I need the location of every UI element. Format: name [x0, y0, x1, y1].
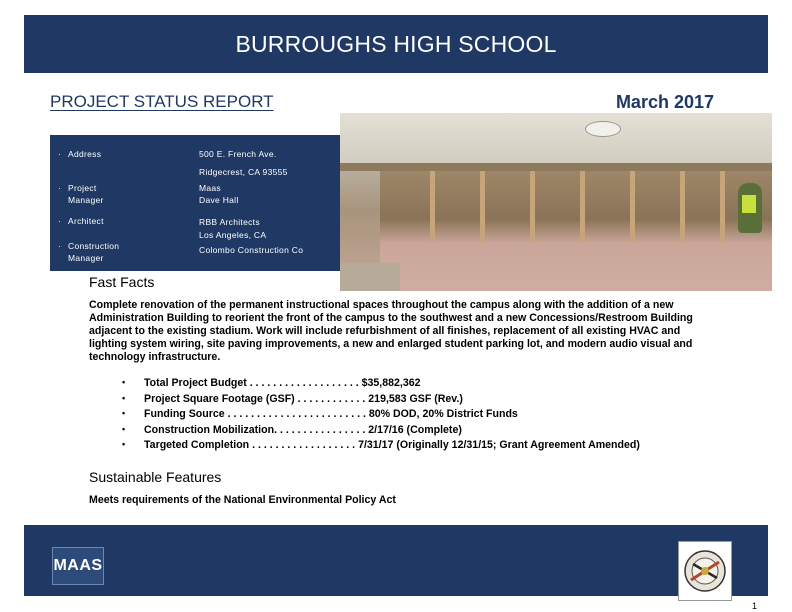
info-value: Ridgecrest, CA 93555: [199, 167, 288, 177]
header-bar: [24, 15, 768, 73]
fact-value: 2/17/16 (Complete): [368, 423, 462, 436]
fact-label: Total Project Budget: [144, 377, 247, 389]
fact-label: Project Square Footage (GSF): [144, 392, 295, 405]
fact-label: Funding Source: [144, 408, 225, 420]
school-title: BURROUGHS HIGH SCHOOL: [235, 31, 557, 57]
school-seal-logo: [678, 541, 732, 601]
info-value: 500 E. French Ave.: [199, 149, 277, 159]
info-label: Construction Manager: [68, 241, 120, 263]
report-date: March 2017: [615, 92, 714, 112]
construction-photo: [340, 113, 772, 291]
fact-value: $35,882,362: [361, 377, 421, 389]
info-value: RBB Architects: [199, 217, 260, 227]
fact-value: 80% DOD, 20% District Funds: [368, 408, 518, 420]
info-label: Address: [68, 149, 102, 159]
info-value: Dave Hall: [199, 195, 239, 205]
fact-value: 7/31/17 (Originally 12/31/15; Grant Agreement Amended): [358, 439, 640, 451]
info-value: Los Angeles, CA: [199, 230, 267, 240]
maas-logo: MAAS: [52, 547, 104, 585]
fact-value: 219,583 GSF (Rev.): [368, 392, 463, 405]
fact-label: Construction Mobilization: [144, 423, 275, 436]
project-info-panel: · Address 500 E. French Ave. Ridgecrest, CA 93555 · Project Manager Maas Dave Hall · Architect RBB Architects Los Angeles, CA · Construction Manager Colombo Construction Co: [50, 135, 340, 271]
report-title: PROJECT STATUS REPORT: [50, 92, 274, 111]
info-value: Maas: [199, 183, 221, 193]
info-value: Colombo Construction Co: [199, 245, 304, 255]
page-number: 1: [752, 601, 758, 611]
fast-facts-heading: Fast Facts: [89, 274, 155, 290]
sustainable-features-heading: Sustainable Features: [89, 469, 222, 485]
sustainable-features-text: Meets requirements of the National Environmental Policy Act: [89, 494, 396, 506]
footer-bar: [24, 525, 768, 596]
fact-label: Targeted Completion: [144, 439, 250, 451]
info-label: Project Manager: [68, 183, 104, 205]
info-label: Architect: [68, 216, 104, 226]
fast-facts-description: Complete renovation of the permanent instructional spaces throughout the campus along with the addition of a new Administration Building to reorient the front of the campus to the southwest and a new Concessions/Restroom Building adjacent to the existing stadium. Work will include refurbishment of all finishes, replacement of all existing HVAC and lighting system wiring, site paving improvements, a new and enlarged student parking lot, and modern audio visual and technology infrastructure.: [89, 299, 693, 363]
